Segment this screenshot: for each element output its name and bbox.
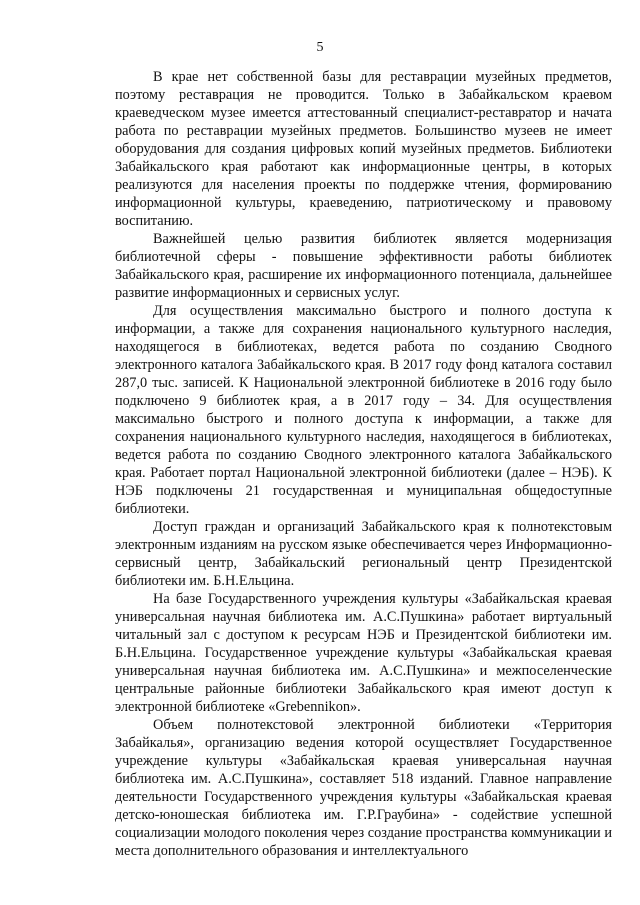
- paragraph-electronic-catalog: Для осуществления максимально быстрого и полного доступа к информации, а также для сохранения национального культурного наследия, находящегося в библиотеках, ведется работа по созданию Сводного электронного каталога Забайкальского края. В 2017 году фонд каталога составил 287,0 тыс. записей. К Национальной электронной библиотеке в 2016 году было подключено 9 библиотек края, а в 2017 году – 34. Для осуществления максимально быстрого и полного доступа к информации, а также для сохранения национального культурного наследия, находящегося в библиотеках, ведется работа по созданию Сводного электронного каталога Забайкальского края. Работает портал Национальной электронной библиотеки (далее – НЭБ). К НЭБ подключены 21 государственная и муниципальная общедоступные библиотеки.: [115, 303, 612, 517]
- page-number: 5: [316, 40, 324, 55]
- paragraph-territory-library: Объем полнотекстовой электронной библиотеки «Территория Забайкалья», организацию ведения которой осуществляет Государственное учреждение культуры «Забайкальская краевая универсальная научная библиотека им. А.С.Пушкина», составляет 518 изданий. Главное направление деятельности Государственного учреждения культуры «Забайкальская краевая детско-юношеская библиотека им. Г.Р.Граубина» - содействие успешной социализации молодого поколения через создание пространства коммуникации и места дополнительного образования и интеллектуального: [115, 717, 612, 859]
- paragraph-virtual-reading-room: На базе Государственного учреждения культуры «Забайкальская краевая универсальная научная библиотека им. А.С.Пушкина» работает виртуальный читальный зал с доступом к ресурсам НЭБ и Президентской библиотеки им. Б.Н.Ельцина. Государственное учреждение культуры «Забайкальская краевая универсальная научная библиотека им. А.С.Пушкина» и межпоселенческие центральные районные библиотеки Забайкальского края имеют доступ к электронной библиотеке «Grebennikon».: [115, 591, 612, 715]
- paragraph-fulltext-access: Доступ граждан и организаций Забайкальского края к полнотекстовым электронным изданиям на русском языке обеспечивается через Информационно-сервисный центр, Забайкальский региональный центр Президентской библиотеки им. Б.Н.Ельцина.: [115, 519, 612, 589]
- document-body: [115, 68, 612, 860]
- paragraph-library-modernization: Важнейшей целью развития библиотек является модернизация библиотечной сферы - повышение эффективности работы библиотек Забайкальского края, расширение их информационного потенциала, дальнейшее развитие информационных и сервисных услуг.: [115, 231, 612, 301]
- paragraph-museum-restoration: В крае нет собственной базы для реставрации музейных предметов, поэтому реставрация не проводится. Только в Забайкальском краевом краеведческом музее имеется аттестованный специалист-реставратор и начата работа по реставрации музейных предметов. Большинство музеев не имеет оборудования для создания цифровых копий музейных предметов. Библиотеки Забайкальского края работают как информационные центры, в которых реализуются для населения проекты по поддержке чтения, формированию информационной культуры, краеведению, патриотическому и правовому воспитанию.: [115, 69, 612, 229]
